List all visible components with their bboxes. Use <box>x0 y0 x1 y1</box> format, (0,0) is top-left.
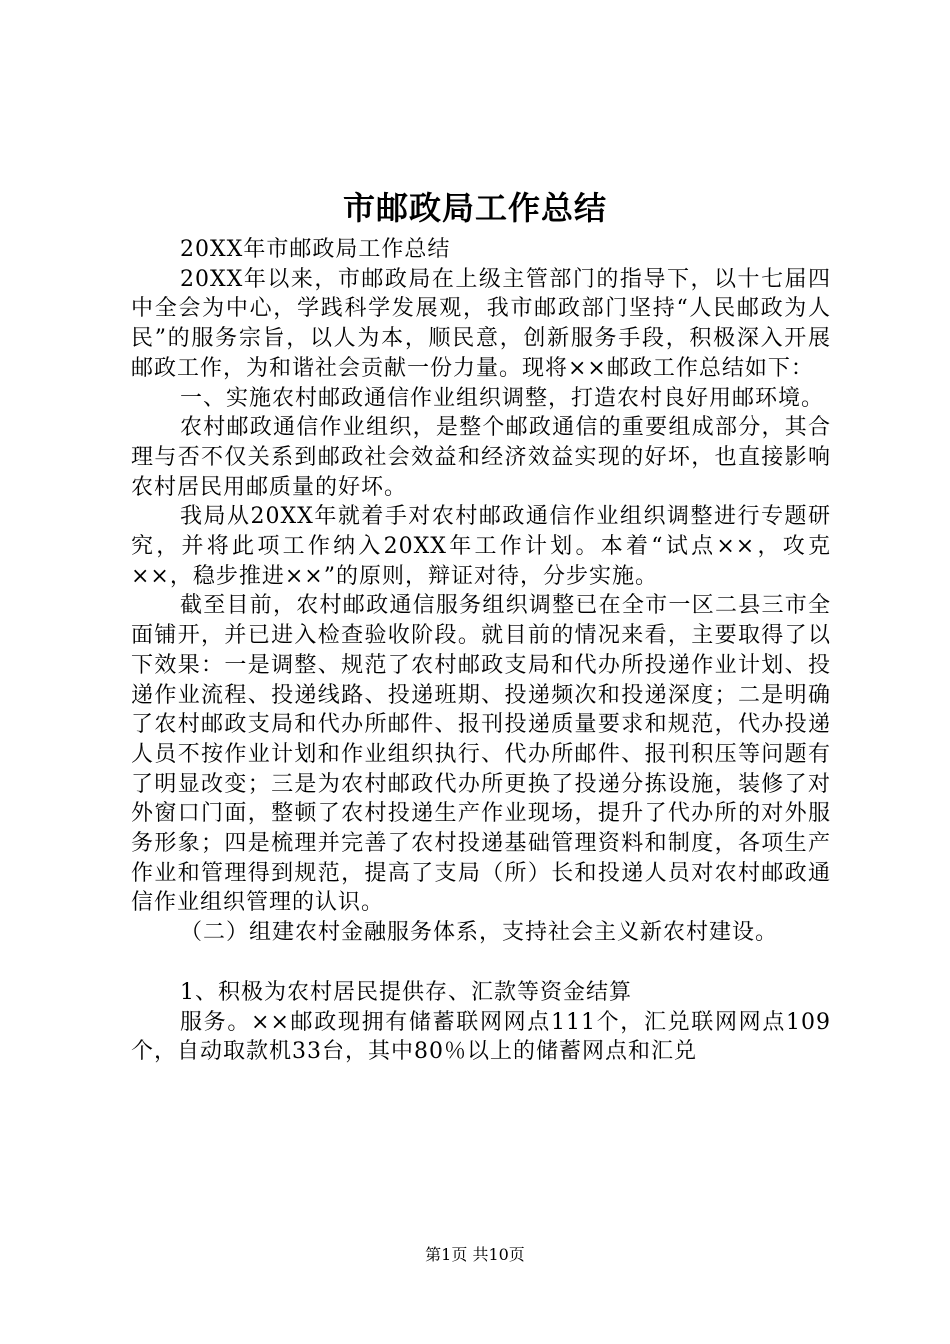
paragraph-section-heading-2: （二）组建农村金融服务体系，支持社会主义新农村建设。 <box>180 920 779 946</box>
paragraph-body: 农村邮政通信作业组织，是整个邮政通信的重要组成部分，其合理与否不仅关系到邮政社会效益和经济效益实现的好坏，也直接影响农村居民用邮质量的好坏。 <box>131 415 831 500</box>
paragraph-body: 我局从20XX年就着手对农村邮政通信作业组织调整进行专题研究，并将此项工作纳入20XX年工作计划。本着“试点××，攻克××，稳步推进××”的原则，辩证对待，分步实施。 <box>131 504 831 589</box>
document-title: 市邮政局工作总结 <box>342 189 607 227</box>
paragraph-body: 服务。××邮政现拥有储蓄联网网点111个，汇兑联网网点109个，自动取款机33台，其中80％以上的储蓄网点和汇兑 <box>131 1009 831 1065</box>
paragraph-section-heading-1: 一、实施农村邮政通信作业组织调整，打造农村良好用邮环境。 <box>180 385 825 411</box>
paragraph-subtitle: 20XX年市邮政局工作总结 <box>180 237 451 262</box>
paragraph-body: 截至目前，农村邮政通信服务组织调整已在全市一区二县三市全面铺开，并已进入检查验收阶段。就目前的情况来看，主要取得了以下效果：一是调整、规范了农村邮政支局和代办所投递作业计划、投递作业流程、投递线路、投递班期、投递频次和投递深度；二是明确了农村邮政支局和代办所邮件、报刊投递质量要求和规范，代办投递人员不按作业计划和作业组织执行、代办所邮件、报刊积压等问题有了明显改变；三是为农村邮政代办所更换了投递分拣设施，装修了对外窗口门面，整顿了农村投递生产作业现场，提升了代办所的对外服务形象；四是梳理并完善了农村投递基础管理资料和制度，各项生产作业和管理得到规范，提高了支局（所）长和投递人员对农村邮政通信作业组织管理的认识。 <box>131 593 831 916</box>
page-footer: 第1页 共10页 <box>425 1245 525 1264</box>
paragraph-intro: 20XX年以来，市邮政局在上级主管部门的指导下，以十七届四中全会为中心，学践科学发展观，我市邮政部门坚持“人民邮政为人民”的服务宗旨，以人为本，顺民意，创新服务手段，积极深入开展邮政工作，为和谐社会贡献一份力量。现将××邮政工作总结如下： <box>131 266 831 381</box>
paragraph-subheading: 1、积极为农村居民提供存、汇款等资金结算 <box>180 979 632 1005</box>
document-body <box>131 235 831 1067</box>
